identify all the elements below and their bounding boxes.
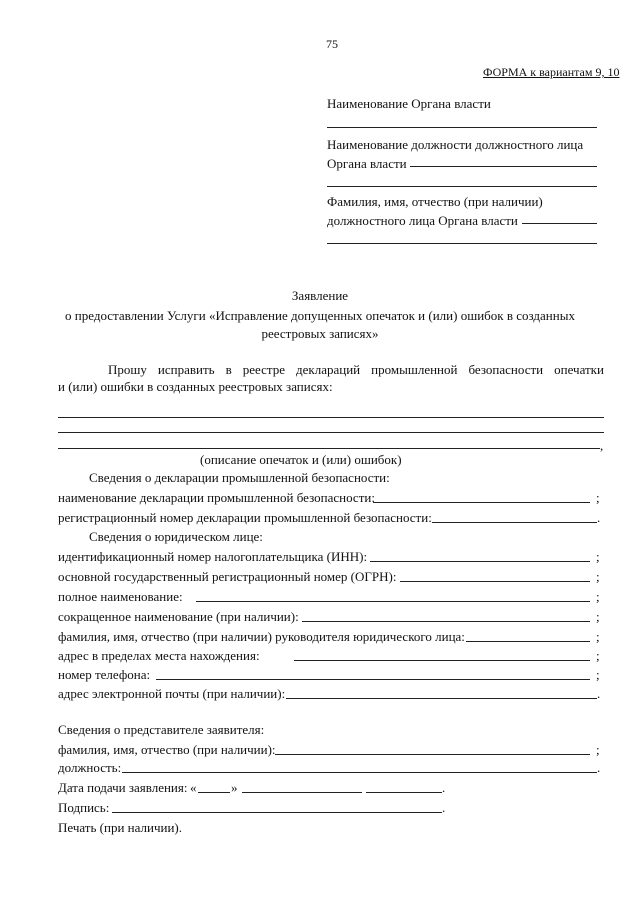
inn-field[interactable] [370, 561, 590, 562]
declaration-name-label: наименование декларации промышленной безопасности: [58, 490, 375, 505]
full-name-field[interactable] [196, 601, 590, 602]
head-fio-label: фамилия, имя, отчество (при наличии) руководителя юридического лица: [58, 629, 465, 644]
form-label: ФОРМА к вариантам 9, 10 [483, 65, 620, 79]
request-word: Прошу [108, 362, 147, 377]
ogrn-label: основной государственный регистрационный номер (ОГРН): [58, 569, 397, 584]
representative-position-label: должность: [58, 760, 122, 775]
line-end-semicolon: ; [596, 667, 600, 682]
document-heading: Заявление [291, 288, 349, 303]
page-number: 75 [326, 37, 338, 51]
request-word: в [225, 362, 232, 377]
official-position-label: Наименование должности должностного лица [327, 137, 584, 152]
request-line-2: и (или) ошибки в созданных реестровых записях: [58, 379, 333, 394]
line-end-semicolon: ; [596, 549, 600, 564]
line-end-period: . [597, 760, 601, 775]
official-fio-line[interactable] [522, 223, 597, 224]
representative-position-field[interactable] [122, 772, 597, 773]
line-end-period: . [597, 686, 601, 701]
errors-description-line[interactable] [58, 448, 600, 449]
line-end-semicolon: ; [596, 569, 600, 584]
line-end-semicolon: ; [596, 490, 600, 505]
seal-label: Печать (при наличии). [58, 820, 182, 835]
date-month-field[interactable] [242, 792, 362, 793]
organ-name-line[interactable] [327, 127, 597, 128]
request-word: исправить [157, 362, 215, 377]
document-subtitle: о предоставлении Услуги «Исправление допущенных опечаток и (или) ошибок в созданных [65, 308, 575, 323]
request-word: реестре [242, 362, 286, 377]
line-end-semicolon: ; [596, 589, 600, 604]
date-close-quote: » [231, 780, 238, 795]
request-word: деклараций [296, 362, 361, 377]
errors-description-line[interactable] [58, 417, 604, 418]
official-position-line[interactable] [410, 166, 597, 167]
declaration-reg-number-label: регистрационный номер декларации промышленной безопасности: [58, 510, 432, 525]
document-subtitle-2: реестровых записях» [261, 326, 379, 341]
line-end-semicolon: ; [596, 609, 600, 624]
line-end-semicolon: ; [596, 742, 600, 757]
line-end-comma: , [600, 438, 604, 453]
line-end-semicolon: ; [596, 648, 600, 663]
email-field[interactable] [286, 698, 597, 699]
request-word: промышленной [371, 362, 458, 377]
short-name-label: сокращенное наименование (при наличии): [58, 609, 299, 624]
phone-field[interactable] [156, 679, 590, 680]
signature-field[interactable] [112, 812, 442, 813]
date-open-quote: « [190, 780, 197, 795]
request-word: опечатки [554, 362, 604, 377]
full-name-label: полное наименование: [58, 589, 183, 604]
signature-label: Подпись: [58, 800, 110, 815]
address-label: адрес в пределах места нахождения: [58, 648, 260, 663]
inn-label: идентификационный номер налогоплательщика (ИНН): [58, 549, 368, 564]
representative-fio-field[interactable] [275, 754, 590, 755]
head-fio-field[interactable] [466, 641, 590, 642]
ogrn-field[interactable] [400, 581, 590, 582]
line-end-semicolon: ; [596, 629, 600, 644]
email-label: адрес электронной почты (при наличии): [58, 686, 286, 701]
organ-name-label: Наименование Органа власти [327, 96, 491, 111]
official-fio-line-2[interactable] [327, 243, 597, 244]
line-end-period: . [442, 780, 446, 795]
official-fio-label-2: должностного лица Органа власти [327, 213, 518, 228]
address-field[interactable] [294, 660, 590, 661]
legal-entity-heading: Сведения о юридическом лице: [89, 529, 263, 544]
declaration-reg-number-field[interactable] [432, 522, 597, 523]
date-year-field[interactable] [366, 792, 442, 793]
errors-description-caption: (описание опечаток и (или) ошибок) [200, 452, 402, 467]
date-day-field[interactable] [198, 792, 230, 793]
line-end-period: . [597, 510, 601, 525]
phone-label: номер телефона: [58, 667, 151, 682]
declaration-heading: Сведения о декларации промышленной безопасности: [89, 470, 390, 485]
errors-description-line[interactable] [58, 432, 604, 433]
representative-heading: Сведения о представителе заявителя: [58, 722, 265, 737]
short-name-field[interactable] [302, 621, 590, 622]
official-position-label-2: Органа власти [327, 156, 407, 171]
representative-fio-label: фамилия, имя, отчество (при наличии): [58, 742, 276, 757]
submission-date-label: Дата подачи заявления: [58, 780, 188, 795]
official-position-line-2[interactable] [327, 186, 597, 187]
request-word: безопасности [468, 362, 544, 377]
declaration-name-field[interactable] [373, 502, 590, 503]
request-line-1 [108, 362, 604, 378]
line-end-period: . [442, 800, 446, 815]
official-fio-label: Фамилия, имя, отчество (при наличии) [327, 194, 543, 209]
